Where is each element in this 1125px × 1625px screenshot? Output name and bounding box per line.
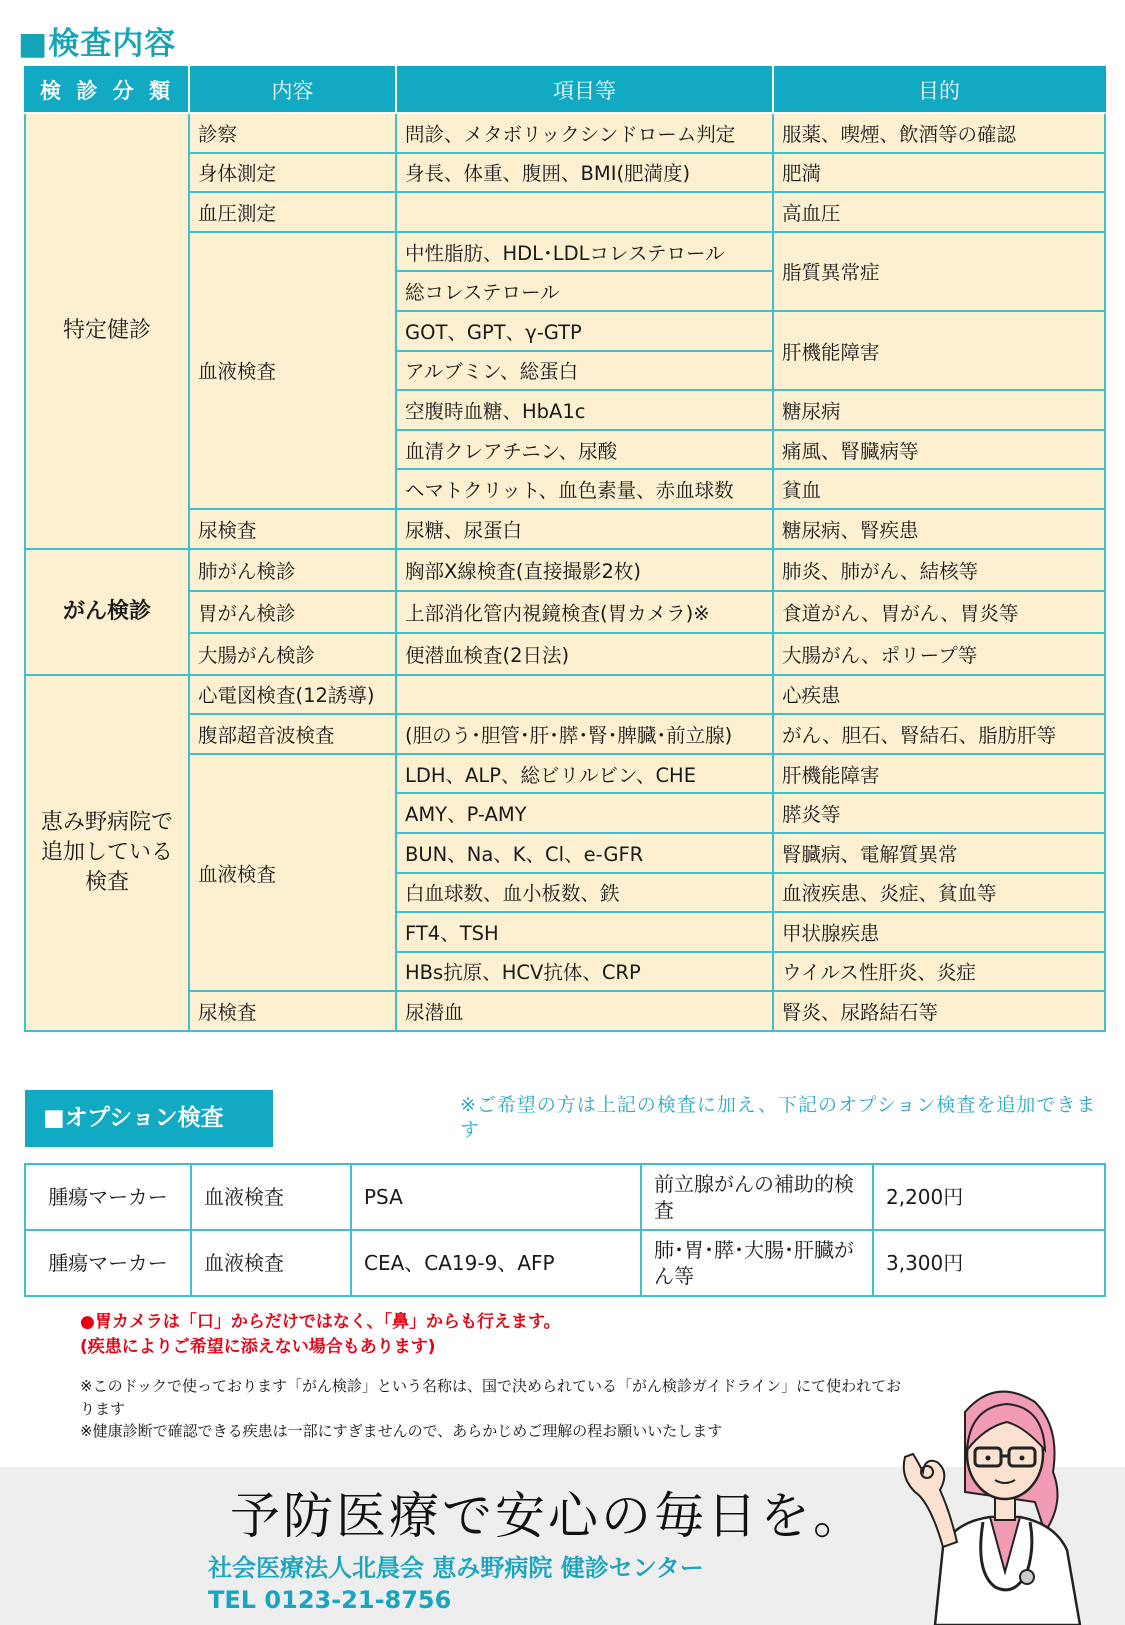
option-price: 2,200円 [873,1164,1105,1230]
warning-line2: (疾患によりご希望に添えない場合もあります) [80,1336,436,1357]
option-category: 腫瘍マーカー [25,1230,191,1296]
footnote-1: ※このドックで使っております「がん検診」という名称は、国で決められている「がん検診ガイドライン」にて使われております [80,1377,902,1418]
phone-number: TEL 0123-21-8756 [208,1586,452,1614]
option-item: PSA [351,1164,641,1230]
group-additional-line2: 追加している [40,839,173,865]
header-purpose: 目的 [773,67,1105,113]
row-items: 身長、体重、腹囲、BMI(肥満度) [396,153,773,193]
row-purpose: ウイルス性肝炎、炎症 [773,952,1105,992]
row-purpose: 服薬、喫煙、飲酒等の確認 [773,113,1105,153]
row-items: 上部消化管内視鏡検査(胃カメラ)※ [396,591,773,633]
row-content: 腹部超音波検査 [189,714,396,754]
table-row [25,113,1105,153]
row-items: 便潜血検査(2日法) [396,633,773,675]
row-purpose: 高血圧 [773,192,1105,232]
organization-name: 社会医療法人北晨会 恵み野病院 健診センター [208,1554,704,1582]
table-header-row [25,67,1105,113]
row-content: 心電図検査(12誘導) [189,675,396,715]
row-purpose: 食道がん、胃がん、胃炎等 [773,591,1105,633]
row-purpose: 腎臓病、電解質異常 [773,833,1105,873]
row-purpose: 甲状腺疾患 [773,912,1105,952]
row-items: BUN、Na、K、Cl、e-GFR [396,833,773,873]
row-items: 尿糖、尿蛋白 [396,509,773,549]
table-row [25,675,1105,715]
row-purpose: 腎炎、尿路結石等 [773,991,1105,1031]
row-purpose: 大腸がん、ポリープ等 [773,633,1105,675]
row-content: 診察 [189,113,396,153]
row-items: 白血球数、血小板数、鉄 [396,873,773,913]
row-items [396,675,773,715]
option-type: 血液検査 [191,1230,351,1296]
header-content: 内容 [189,67,396,113]
footer-slogan: 予防医療で安心の毎日を。 [230,1487,866,1545]
row-purpose: 肝機能障害 [773,311,1105,390]
row-purpose: 血液疾患、炎症、貧血等 [773,873,1105,913]
row-purpose: 貧血 [773,469,1105,509]
header-category: 検 診 分 類 [25,67,189,113]
row-items: HBs抗原、HCV抗体、CRP [396,952,773,992]
group-additional-line3: 検査 [84,869,129,895]
row-items: (胆のう･胆管･肝･膵･腎･脾臓･前立腺) [396,714,773,754]
header-items: 項目等 [396,67,773,113]
row-content: 血液検査 [189,232,396,509]
row-content: 肺がん検診 [189,549,396,591]
row-items: AMY、P-AMY [396,793,773,833]
gastroscopy-warning [80,1310,561,1359]
row-purpose: 糖尿病、腎疾患 [773,509,1105,549]
row-items: FT4、TSH [396,912,773,952]
row-items: LDH、ALP、総ビリルビン、CHE [396,754,773,794]
row-purpose: がん、胆石、腎結石、脂肪肝等 [773,714,1105,754]
option-note: ※ご希望の方は上記の検査に加え、下記のオプション検査を追加できます [460,1094,1097,1141]
option-target: 肺･胃･膵･大腸･肝臓がん等 [641,1230,873,1296]
row-purpose: 膵炎等 [773,793,1105,833]
row-purpose: 肥満 [773,153,1105,193]
doctor-illustration-icon [895,1372,1105,1625]
option-row [25,1164,1105,1230]
row-purpose: 脂質異常症 [773,232,1105,311]
row-content: 血圧測定 [189,192,396,232]
row-purpose: 肝機能障害 [773,754,1105,794]
option-item: CEA、CA19-9、AFP [351,1230,641,1296]
row-items: 総コレステロール [396,271,773,311]
row-content: 尿検査 [189,991,396,1031]
row-items [396,192,773,232]
row-items: アルブミン、総蛋白 [396,351,773,391]
option-row [25,1230,1105,1296]
row-items: GOT、GPT、γ-GTP [396,311,773,351]
footnotes [80,1375,910,1443]
row-purpose: 心疾患 [773,675,1105,715]
option-price: 3,300円 [873,1230,1105,1296]
row-items: 問診、メタボリックシンドローム判定 [396,113,773,153]
group-additional-tests [25,675,189,1031]
table-row [25,549,1105,591]
row-items: 空腹時血糖、HbA1c [396,390,773,430]
row-items: 尿潜血 [396,991,773,1031]
row-items: 血清クレアチニン、尿酸 [396,430,773,470]
row-items: ヘマトクリット、血色素量、赤血球数 [396,469,773,509]
row-purpose: 肺炎、肺がん、結核等 [773,549,1105,591]
section-title: ■検査内容 [18,26,177,62]
group-additional-line1: 恵み野病院で [40,810,173,836]
option-table [24,1163,1106,1297]
row-content: 大腸がん検診 [189,633,396,675]
group-cancer-screening: がん検診 [25,549,189,675]
group-specific-checkup: 特定健診 [25,113,189,549]
option-section-label: ■オプション検査 [25,1090,273,1147]
row-purpose: 痛風、腎臓病等 [773,430,1105,470]
warning-line1: ●胃カメラは「口」からだけではなく、「鼻」からも行えます。 [80,1312,561,1332]
row-content: 胃がん検診 [189,591,396,633]
option-type: 血液検査 [191,1164,351,1230]
footnote-2: ※健康診断で確認できる疾患は一部にすぎませんので、あらかじめご理解の程お願いいたします [80,1422,723,1440]
row-items: 中性脂肪、HDL･LDLコレステロール [396,232,773,272]
exam-contents-table [24,66,1106,1032]
row-items: 胸部X線検査(直接撮影2枚) [396,549,773,591]
row-content: 身体測定 [189,153,396,193]
option-target: 前立腺がんの補助的検査 [641,1164,873,1230]
row-content: 血液検査 [189,754,396,992]
row-purpose: 糖尿病 [773,390,1105,430]
row-content: 尿検査 [189,509,396,549]
option-category: 腫瘍マーカー [25,1164,191,1230]
